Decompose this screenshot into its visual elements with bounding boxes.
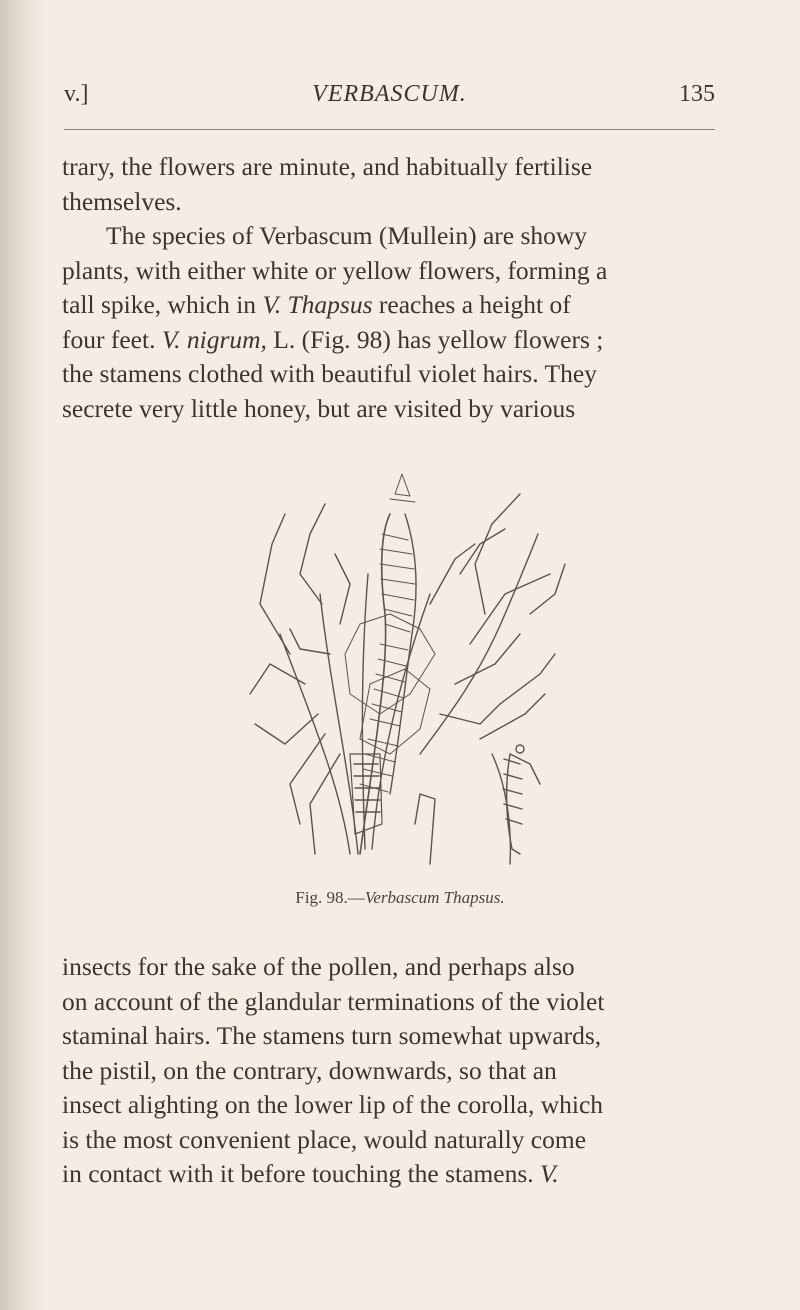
caption-label: Fig. 98.—	[295, 888, 365, 907]
section-number: v.]	[64, 81, 89, 107]
text-line: plants, with either white or yellow flowers, forming a	[62, 255, 608, 285]
text-line: staminal hairs. The stamens turn somewhat upwards,	[62, 1021, 602, 1050]
text-line: The species of Verbascum (Mullein) are showy	[106, 221, 588, 250]
running-head	[64, 78, 715, 110]
book-page	[60, 0, 775, 1310]
species-name: V. nigrum,	[161, 324, 267, 354]
paragraph-3	[62, 950, 717, 1192]
text-fragment: tall spike, which in	[62, 290, 263, 319]
text-fragment: in contact with it before touching the stamens.	[62, 1159, 541, 1188]
caption-species: Verbascum Thapsus.	[364, 888, 505, 907]
text-line: the stamens clothed with beautiful violet hairs. They	[62, 359, 597, 388]
paragraph-1	[62, 150, 717, 219]
text-line: the pistil, on the contrary, downwards, so that an	[62, 1055, 557, 1085]
species-name: V.	[540, 1159, 559, 1188]
text-line: secrete very little honey, but are visited by various	[62, 393, 576, 423]
text-line	[62, 1157, 717, 1192]
text-line: themselves.	[62, 186, 182, 216]
text-line: on account of the glandular terminations of the violet	[62, 986, 605, 1016]
text-line	[62, 323, 717, 358]
figure-caption	[0, 888, 800, 908]
header-rule	[64, 129, 715, 130]
text-fragment: four feet.	[62, 324, 162, 354]
text-line: insects for the sake of the pollen, and perhaps also	[62, 952, 575, 981]
verbascum-illustration	[230, 454, 570, 876]
species-name: V. Thapsus	[262, 290, 373, 319]
text-line: trary, the flowers are minute, and habitually fertilise	[62, 152, 593, 181]
text-fragment: reaches a height of	[372, 290, 571, 319]
page-title: VERBASCUM.	[312, 81, 467, 107]
paragraph-2	[62, 219, 717, 426]
text-line	[62, 288, 717, 323]
text-fragment: L. (Fig. 98) has yellow flowers ;	[266, 324, 604, 354]
page-edge-shadow	[0, 0, 46, 1310]
text-line: insect alighting on the lower lip of the corolla, which	[62, 1090, 604, 1119]
page-number: 135	[679, 81, 715, 107]
text-line: is the most convenient place, would naturally come	[62, 1124, 587, 1154]
